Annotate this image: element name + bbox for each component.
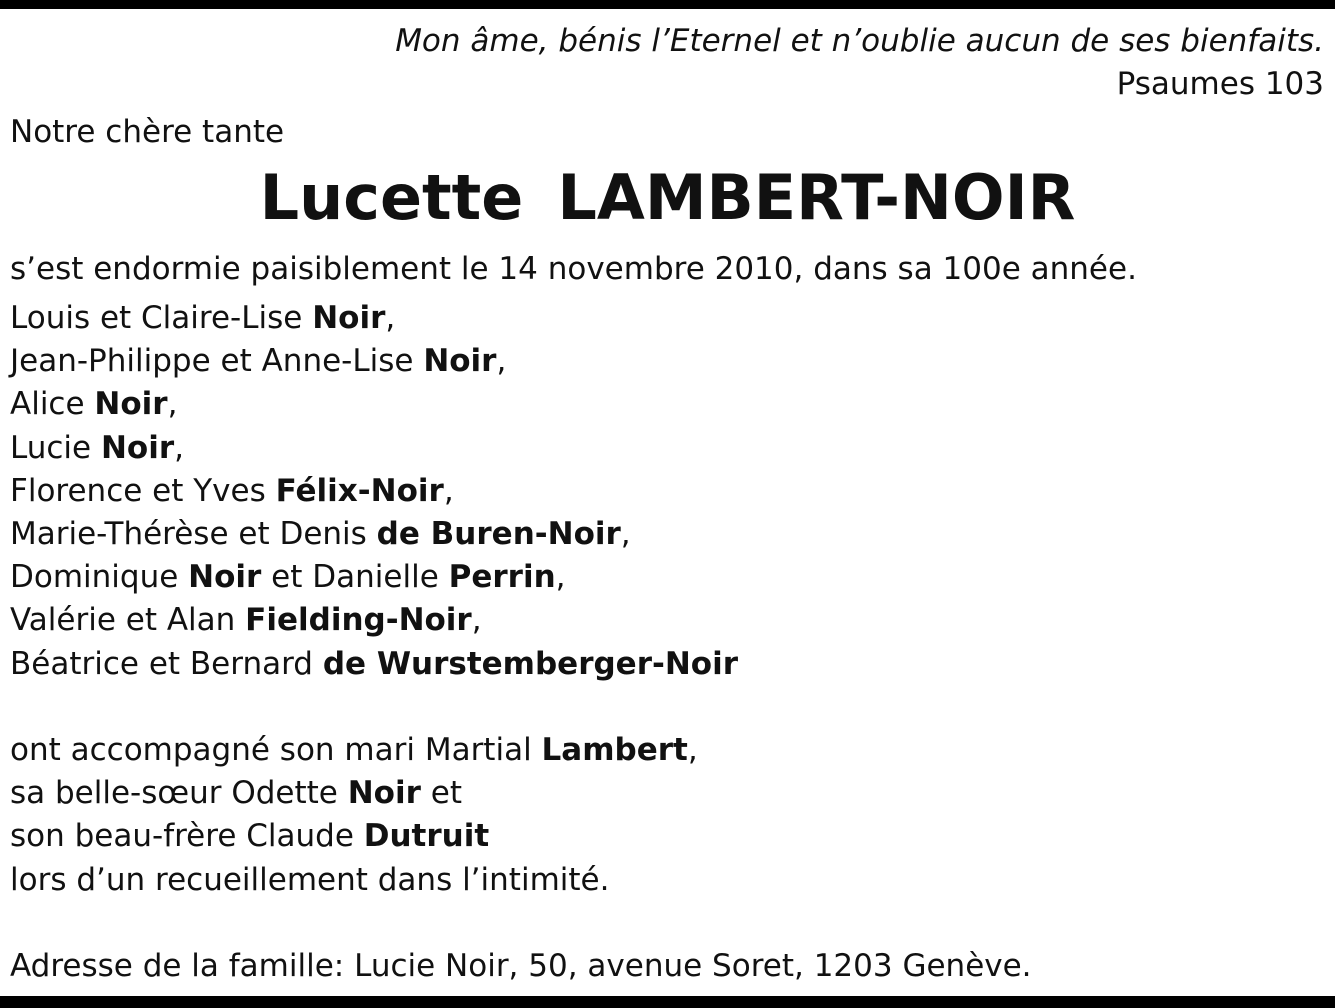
given-names: Jean-Philippe et Anne-Lise bbox=[10, 343, 424, 380]
family-address: Adresse de la famille: Lucie Noir, 50, avenue Soret, 1203 Genève. bbox=[10, 948, 1032, 984]
connector: et Danielle bbox=[261, 559, 449, 596]
punctuation: , bbox=[555, 559, 566, 596]
verse-quote: Mon âme, bénis l’Eternel et n’oublie aucun de ses bienfaits. bbox=[395, 23, 1324, 59]
line-tail: , bbox=[687, 732, 698, 768]
line-text: son beau-frère Claude bbox=[10, 818, 364, 855]
surname: de Buren-Noir bbox=[376, 515, 621, 552]
surname: Noir bbox=[100, 429, 175, 466]
punctuation: , bbox=[471, 602, 482, 639]
surname: Noir bbox=[188, 559, 262, 596]
family-member bbox=[10, 643, 738, 686]
deceased-last-name: LAMBERT-NOIR bbox=[557, 161, 1076, 234]
accompaniment-line bbox=[10, 772, 698, 815]
accompaniment-line bbox=[10, 815, 698, 858]
accompaniment-line bbox=[10, 729, 698, 772]
line-text: sa belle-sœur Odette bbox=[10, 775, 348, 812]
punctuation: , bbox=[385, 300, 396, 336]
family-member bbox=[10, 383, 738, 426]
accompaniment-text bbox=[10, 729, 698, 902]
family-member bbox=[10, 340, 738, 383]
surname-second: Perrin bbox=[448, 559, 556, 596]
family-member bbox=[10, 556, 738, 599]
intro-line: Notre chère tante bbox=[10, 114, 285, 150]
punctuation: , bbox=[620, 515, 631, 552]
given-names: Florence et Yves bbox=[10, 472, 276, 509]
given-names: Marie-Thérèse et Denis bbox=[10, 515, 377, 552]
accompaniment-line bbox=[10, 859, 698, 902]
given-names: Béatrice et Bernard bbox=[10, 645, 323, 682]
bottom-border-rule bbox=[0, 996, 1335, 1008]
surname: de Wurstemberger-Noir bbox=[322, 645, 739, 682]
family-member bbox=[10, 297, 738, 340]
given-names: Dominique bbox=[10, 559, 189, 596]
surname: Fielding-Noir bbox=[245, 602, 472, 639]
family-member bbox=[10, 470, 738, 513]
given-names: Louis et Claire-Lise bbox=[10, 300, 313, 336]
family-list bbox=[10, 297, 738, 686]
punctuation: , bbox=[443, 472, 454, 509]
punctuation: , bbox=[174, 429, 184, 466]
surname: Félix-Noir bbox=[275, 472, 444, 509]
line-bold-name: Noir bbox=[347, 775, 421, 812]
family-member bbox=[10, 427, 738, 470]
line-tail: et bbox=[420, 775, 462, 812]
punctuation: , bbox=[496, 343, 507, 380]
family-member bbox=[10, 599, 738, 642]
line-text: lors d’un recueillement dans l’intimité. bbox=[10, 861, 610, 898]
given-names: Valérie et Alan bbox=[10, 602, 246, 639]
punctuation: , bbox=[167, 386, 178, 423]
deceased-name bbox=[0, 158, 1335, 238]
deceased-first-name: Lucette bbox=[259, 161, 524, 234]
line-bold-name: Dutruit bbox=[363, 818, 490, 855]
passing-statement: s’est endormie paisiblement le 14 novembre 2010, dans sa 100e année. bbox=[10, 251, 1137, 287]
given-names: Lucie bbox=[10, 429, 101, 466]
top-border-rule bbox=[0, 0, 1335, 9]
surname: Noir bbox=[94, 386, 168, 423]
given-names: Alice bbox=[10, 386, 95, 423]
family-member bbox=[10, 513, 738, 556]
line-text: ont accompagné son mari Martial bbox=[10, 732, 542, 768]
line-bold-name: Lambert bbox=[541, 732, 688, 768]
surname: Noir bbox=[312, 300, 386, 336]
bible-verse bbox=[395, 20, 1324, 106]
surname: Noir bbox=[423, 343, 497, 380]
verse-reference: Psaumes 103 bbox=[1116, 66, 1324, 102]
